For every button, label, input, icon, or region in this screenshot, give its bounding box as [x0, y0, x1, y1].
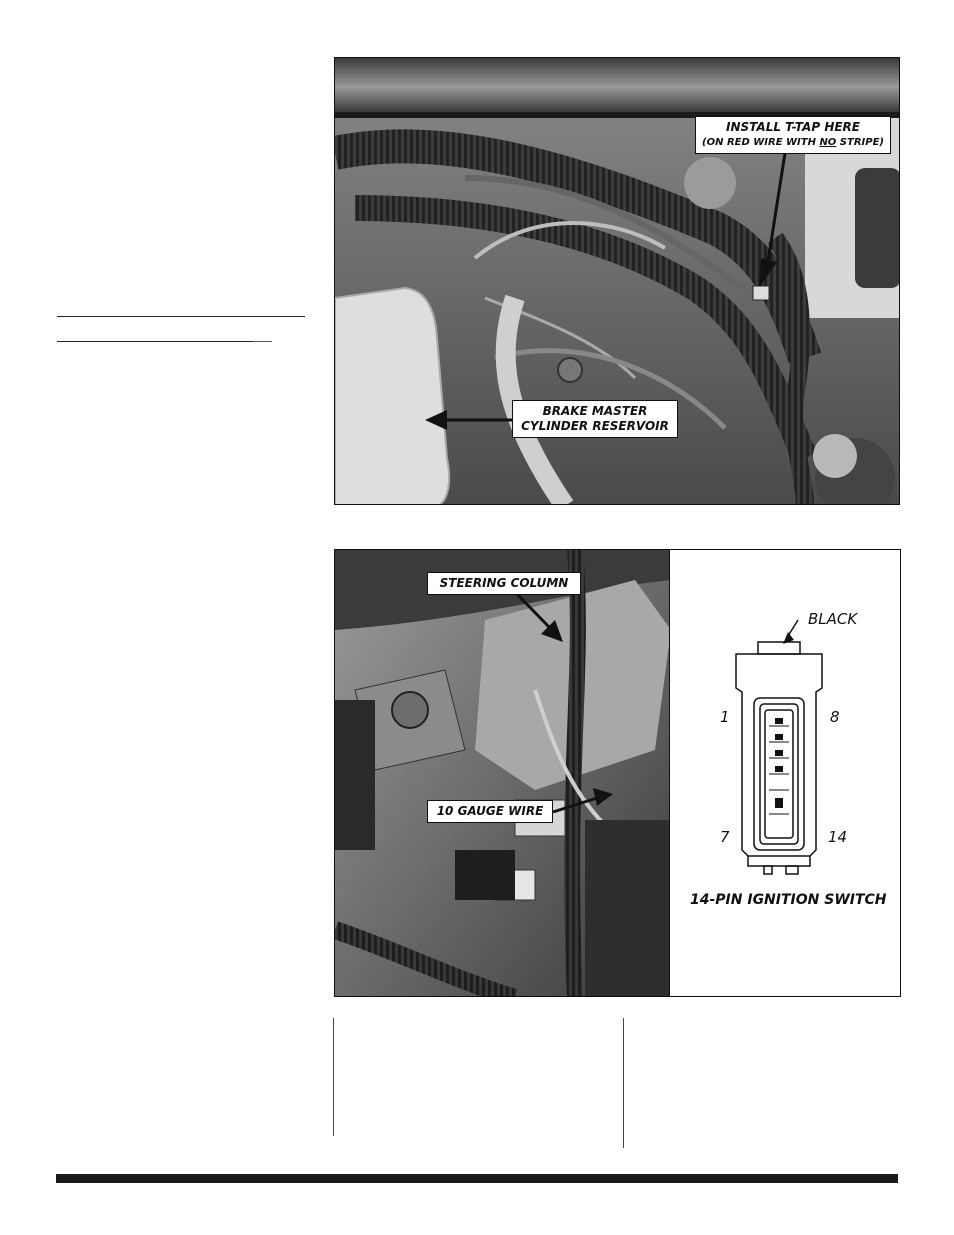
ten-gauge-wire-callout: 10 GAUGE WIRE [427, 800, 553, 823]
t-tap-callout-line2-no: NO [819, 137, 837, 148]
engine-bay-photo [334, 57, 900, 505]
left-column-rule [57, 316, 305, 317]
brake-reservoir-callout-line2: CYLINDER RESERVOIR [521, 419, 669, 433]
pin-14-label: 14 [828, 828, 848, 846]
t-tap-callout [695, 116, 891, 154]
steering-column-photo-illustration [335, 550, 670, 997]
pin-1-label: 1 [720, 708, 730, 726]
column-divider-right [623, 1018, 624, 1148]
t-tap-callout-line2-pre: (ON RED WIRE WITH [702, 137, 820, 148]
ignition-switch-diagram [669, 549, 901, 997]
t-tap-callout-line1: INSTALL T-TAP HERE [726, 120, 860, 134]
t-tap-callout-line2-post: STRIPE) [836, 137, 884, 148]
steering-column-callout: STEERING COLUMN [427, 572, 581, 595]
connector-drawing [670, 550, 902, 998]
black-wire-label: BLACK [808, 610, 858, 628]
footer-bar [56, 1174, 898, 1183]
brake-reservoir-callout-line1: BRAKE MASTER [542, 404, 648, 418]
diagram-title: 14-PIN IGNITION SWITCH [690, 892, 887, 908]
column-divider-left [333, 1018, 334, 1136]
pin-8-label: 8 [830, 708, 840, 726]
left-column-rule-accent [57, 341, 272, 342]
pin-7-label: 7 [720, 828, 730, 846]
brake-reservoir-callout [512, 400, 678, 438]
steering-column-photo [334, 549, 670, 997]
